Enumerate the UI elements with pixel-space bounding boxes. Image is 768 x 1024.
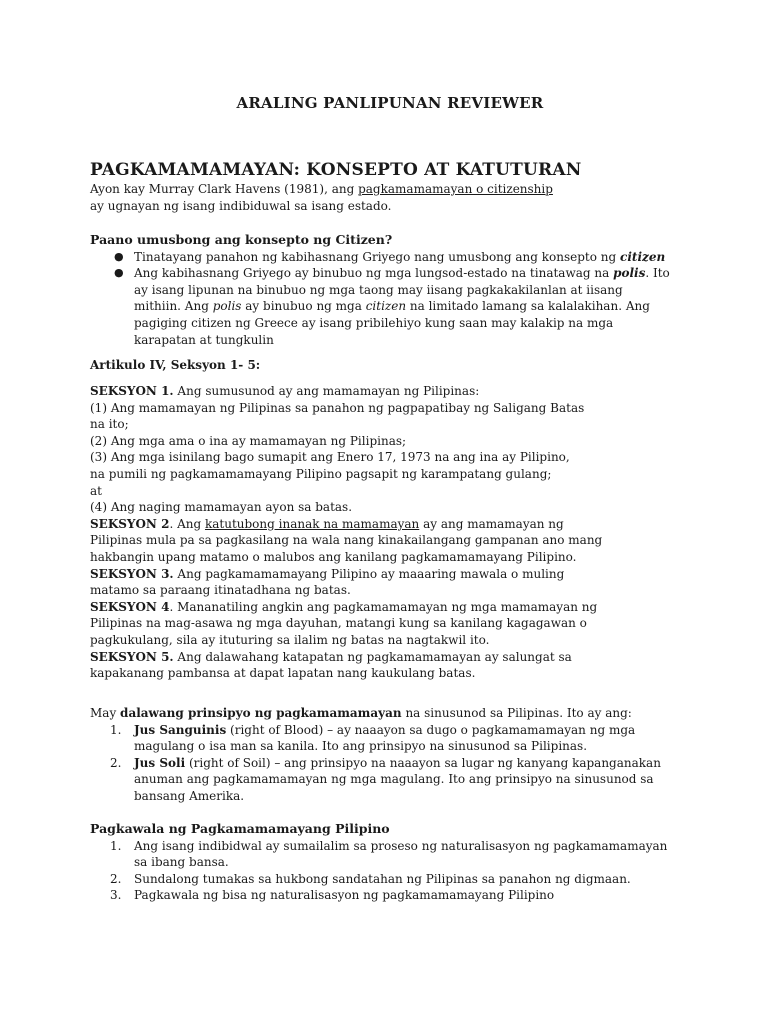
section-heading: PAGKAMAMAMAYAN: KONSEPTO AT KATUTURAN bbox=[90, 160, 582, 180]
seksyon-2-line: Pilipinas mula pa sa pagkasilang na wala nang kinakailangang gampanan ano mang bbox=[90, 533, 603, 548]
list-text: (right of Soil) – ang prinsipyo na naaayon sa lugar ng kanyang kapanganakan bbox=[185, 755, 661, 770]
list-item bbox=[90, 838, 690, 871]
seksyon-2-label: SEKSYON 2 bbox=[90, 516, 170, 531]
seksyon-3-text: Ang pagkamamamayang Pilipino ay maaaring mawala o muling bbox=[173, 566, 565, 581]
bullet-icon: ● bbox=[114, 266, 124, 280]
intro-text: Ayon kay Murray Clark Havens (1981), ang bbox=[90, 182, 359, 196]
list-text: anuman ang pagkamamamayan ng mga magulang. Ito ang prinsipyo na sinusunod sa bbox=[134, 772, 654, 787]
list-text: Ang isang indibidwal ay sumailalim sa proseso ng naturalisasyon ng pagkamamamayan bbox=[134, 838, 668, 853]
list-text: Pagkawala ng bisa ng naturalisasyon ng pagkamamamayang Pilipino bbox=[134, 888, 555, 903]
seksyon-1-label: SEKSYON 1. bbox=[90, 384, 174, 398]
bullet-text: ay isang lipunan na binubuo ng mga taong may iisang pagkakakilanlan at iisang bbox=[134, 282, 623, 297]
list-text: magulang o isa man sa kanila. Ito ang prinsipyo na sinusunod sa Pilipinas. bbox=[134, 739, 588, 754]
polis-term: polis bbox=[613, 266, 646, 281]
jus-sanguinis-term: Jus Sanguinis bbox=[134, 722, 227, 737]
seksyon-1-line: (2) Ang mga ama o ina ay mamamayan ng Pilipinas; bbox=[90, 433, 407, 448]
bullet-text: mithiin. Ang bbox=[134, 299, 213, 314]
pagkawala-list bbox=[90, 838, 690, 904]
list-number: 2. bbox=[110, 871, 122, 886]
prinsipyo-list bbox=[90, 722, 690, 805]
list-item bbox=[90, 871, 690, 888]
list-item bbox=[90, 722, 690, 755]
artikulo-heading-block bbox=[90, 357, 690, 374]
seksyon-2-text: ay ang mamamayan ng bbox=[419, 516, 564, 531]
seksyon-1-line: na ito; bbox=[90, 417, 129, 432]
intro-text-line2: ay ugnayan ng isang indibiduwal sa isang estado. bbox=[90, 198, 392, 213]
list-number: 3. bbox=[110, 888, 122, 903]
list-number: 1. bbox=[110, 722, 122, 737]
seksyon-5-label: SEKSYON 5. bbox=[90, 649, 174, 664]
bullet-icon: ● bbox=[114, 249, 124, 263]
katutubong-term: katutubong inanak na mamamayan bbox=[204, 516, 420, 531]
list-text: (right of Blood) – ay naaayon sa dugo o pagkamamamayan ng mga bbox=[226, 722, 636, 737]
citizenship-term: pagkamamamayan o citizenship bbox=[358, 182, 553, 196]
bullet-text: Tinatayang panahon ng kabihasnang Griyego nang umusbong ang konsepto ng bbox=[134, 249, 621, 264]
prinsipyo-term: dalawang prinsipyo ng pagkamamamayan bbox=[120, 706, 402, 720]
seksyon-2-text: . Ang bbox=[169, 516, 205, 531]
seksyon-4-text: . Mananatiling angkin ang pagkamamamayan ng mga mamamayan ng bbox=[169, 599, 598, 614]
seksyon-5-line: kapakanang pambansa at dapat lapatan nang kaukulang batas. bbox=[90, 666, 476, 681]
bullet-item bbox=[90, 265, 690, 348]
pagkawala-heading: Pagkawala ng Pagkamamamayang Pilipino bbox=[90, 821, 390, 836]
citizen-bullet-list bbox=[90, 249, 690, 349]
seksyon-4-line: Pilipinas na mag-asawa ng mga dayuhan, matangi kung sa kanilang kagagawan o bbox=[90, 616, 587, 631]
citizen-term: citizen bbox=[620, 249, 666, 264]
list-text: Sundalong tumakas sa hukbong sandatahan ng Pilipinas sa panahon ng digmaan. bbox=[134, 871, 631, 886]
seksyon-3-label: SEKSYON 3. bbox=[90, 566, 174, 581]
seksyon-1-line: at bbox=[90, 483, 102, 498]
bullet-text: na limitado lamang sa kalalakihan. Ang bbox=[406, 299, 650, 314]
list-number: 2. bbox=[110, 755, 122, 770]
seksyon-section bbox=[90, 383, 690, 682]
seksyon-4-label: SEKSYON 4 bbox=[90, 599, 170, 614]
intro-paragraph bbox=[90, 181, 690, 214]
list-text: bansang Amerika. bbox=[134, 788, 245, 803]
list-text: sa ibang bansa. bbox=[134, 855, 229, 870]
prinsipyo-section bbox=[90, 705, 690, 805]
prinsipyo-text: na sinusunod sa Pilipinas. Ito ay ang: bbox=[401, 706, 632, 720]
seksyon-3-line: matamo sa paraang itinatadhana ng batas. bbox=[90, 583, 351, 598]
polis-term: polis bbox=[212, 299, 242, 314]
list-item bbox=[90, 755, 690, 805]
citizen-concept-heading: Paano umusbong ang konsepto ng Citizen? bbox=[90, 232, 393, 247]
bullet-text: Ang kabihasnang Griyego ay binubuo ng mga lungsod-estado na tinatawag na bbox=[134, 266, 614, 281]
seksyon-1-text: Ang sumusunod ay ang mamamayan ng Pilipinas: bbox=[173, 384, 480, 398]
pagkawala-section bbox=[90, 821, 690, 904]
artikulo-heading: Artikulo IV, Seksyon 1- 5: bbox=[90, 358, 261, 372]
bullet-text: . Ito bbox=[645, 266, 670, 281]
seksyon-1-line: (1) Ang mamamayan ng Pilipinas sa panahon ng pagpapatibay ng Saligang Batas bbox=[90, 400, 585, 415]
prinsipyo-text: May bbox=[90, 706, 121, 720]
seksyon-5-text: Ang dalawahang katapatan ng pagkamamamayan ay salungat sa bbox=[173, 649, 572, 664]
bullet-text: karapatan at tungkulin bbox=[134, 332, 274, 347]
document-title: ARALING PANLIPUNAN REVIEWER bbox=[236, 94, 544, 112]
seksyon-1-line: (4) Ang naging mamamayan ayon sa batas. bbox=[90, 500, 353, 515]
bullet-text: pagiging citizen ng Greece ay isang pribilehiyo kung saan may kalakip na mga bbox=[134, 315, 614, 330]
citizen-concept-section bbox=[90, 232, 690, 348]
seksyon-4-line: pagkukulang, sila ay ituturing sa ilalim ng batas na nagtakwil ito. bbox=[90, 632, 490, 647]
seksyon-1-line: (3) Ang mga isinilang bago sumapit ang Enero 17, 1973 na ang ina ay Pilipino, bbox=[90, 450, 570, 465]
jus-soli-term: Jus Soli bbox=[134, 755, 186, 770]
bullet-text: ay binubuo ng mga bbox=[241, 299, 366, 314]
citizen-term: citizen bbox=[365, 299, 407, 314]
bullet-item bbox=[90, 249, 690, 266]
list-item bbox=[90, 887, 690, 904]
list-number: 1. bbox=[110, 838, 122, 853]
seksyon-1-line: na pumili ng pagkamamamayang Pilipino pagsapit ng karampatang gulang; bbox=[90, 466, 552, 481]
seksyon-2-line: hakbangin upang matamo o malubos ang kanilang pagkamamamayang Pilipino. bbox=[90, 549, 577, 564]
